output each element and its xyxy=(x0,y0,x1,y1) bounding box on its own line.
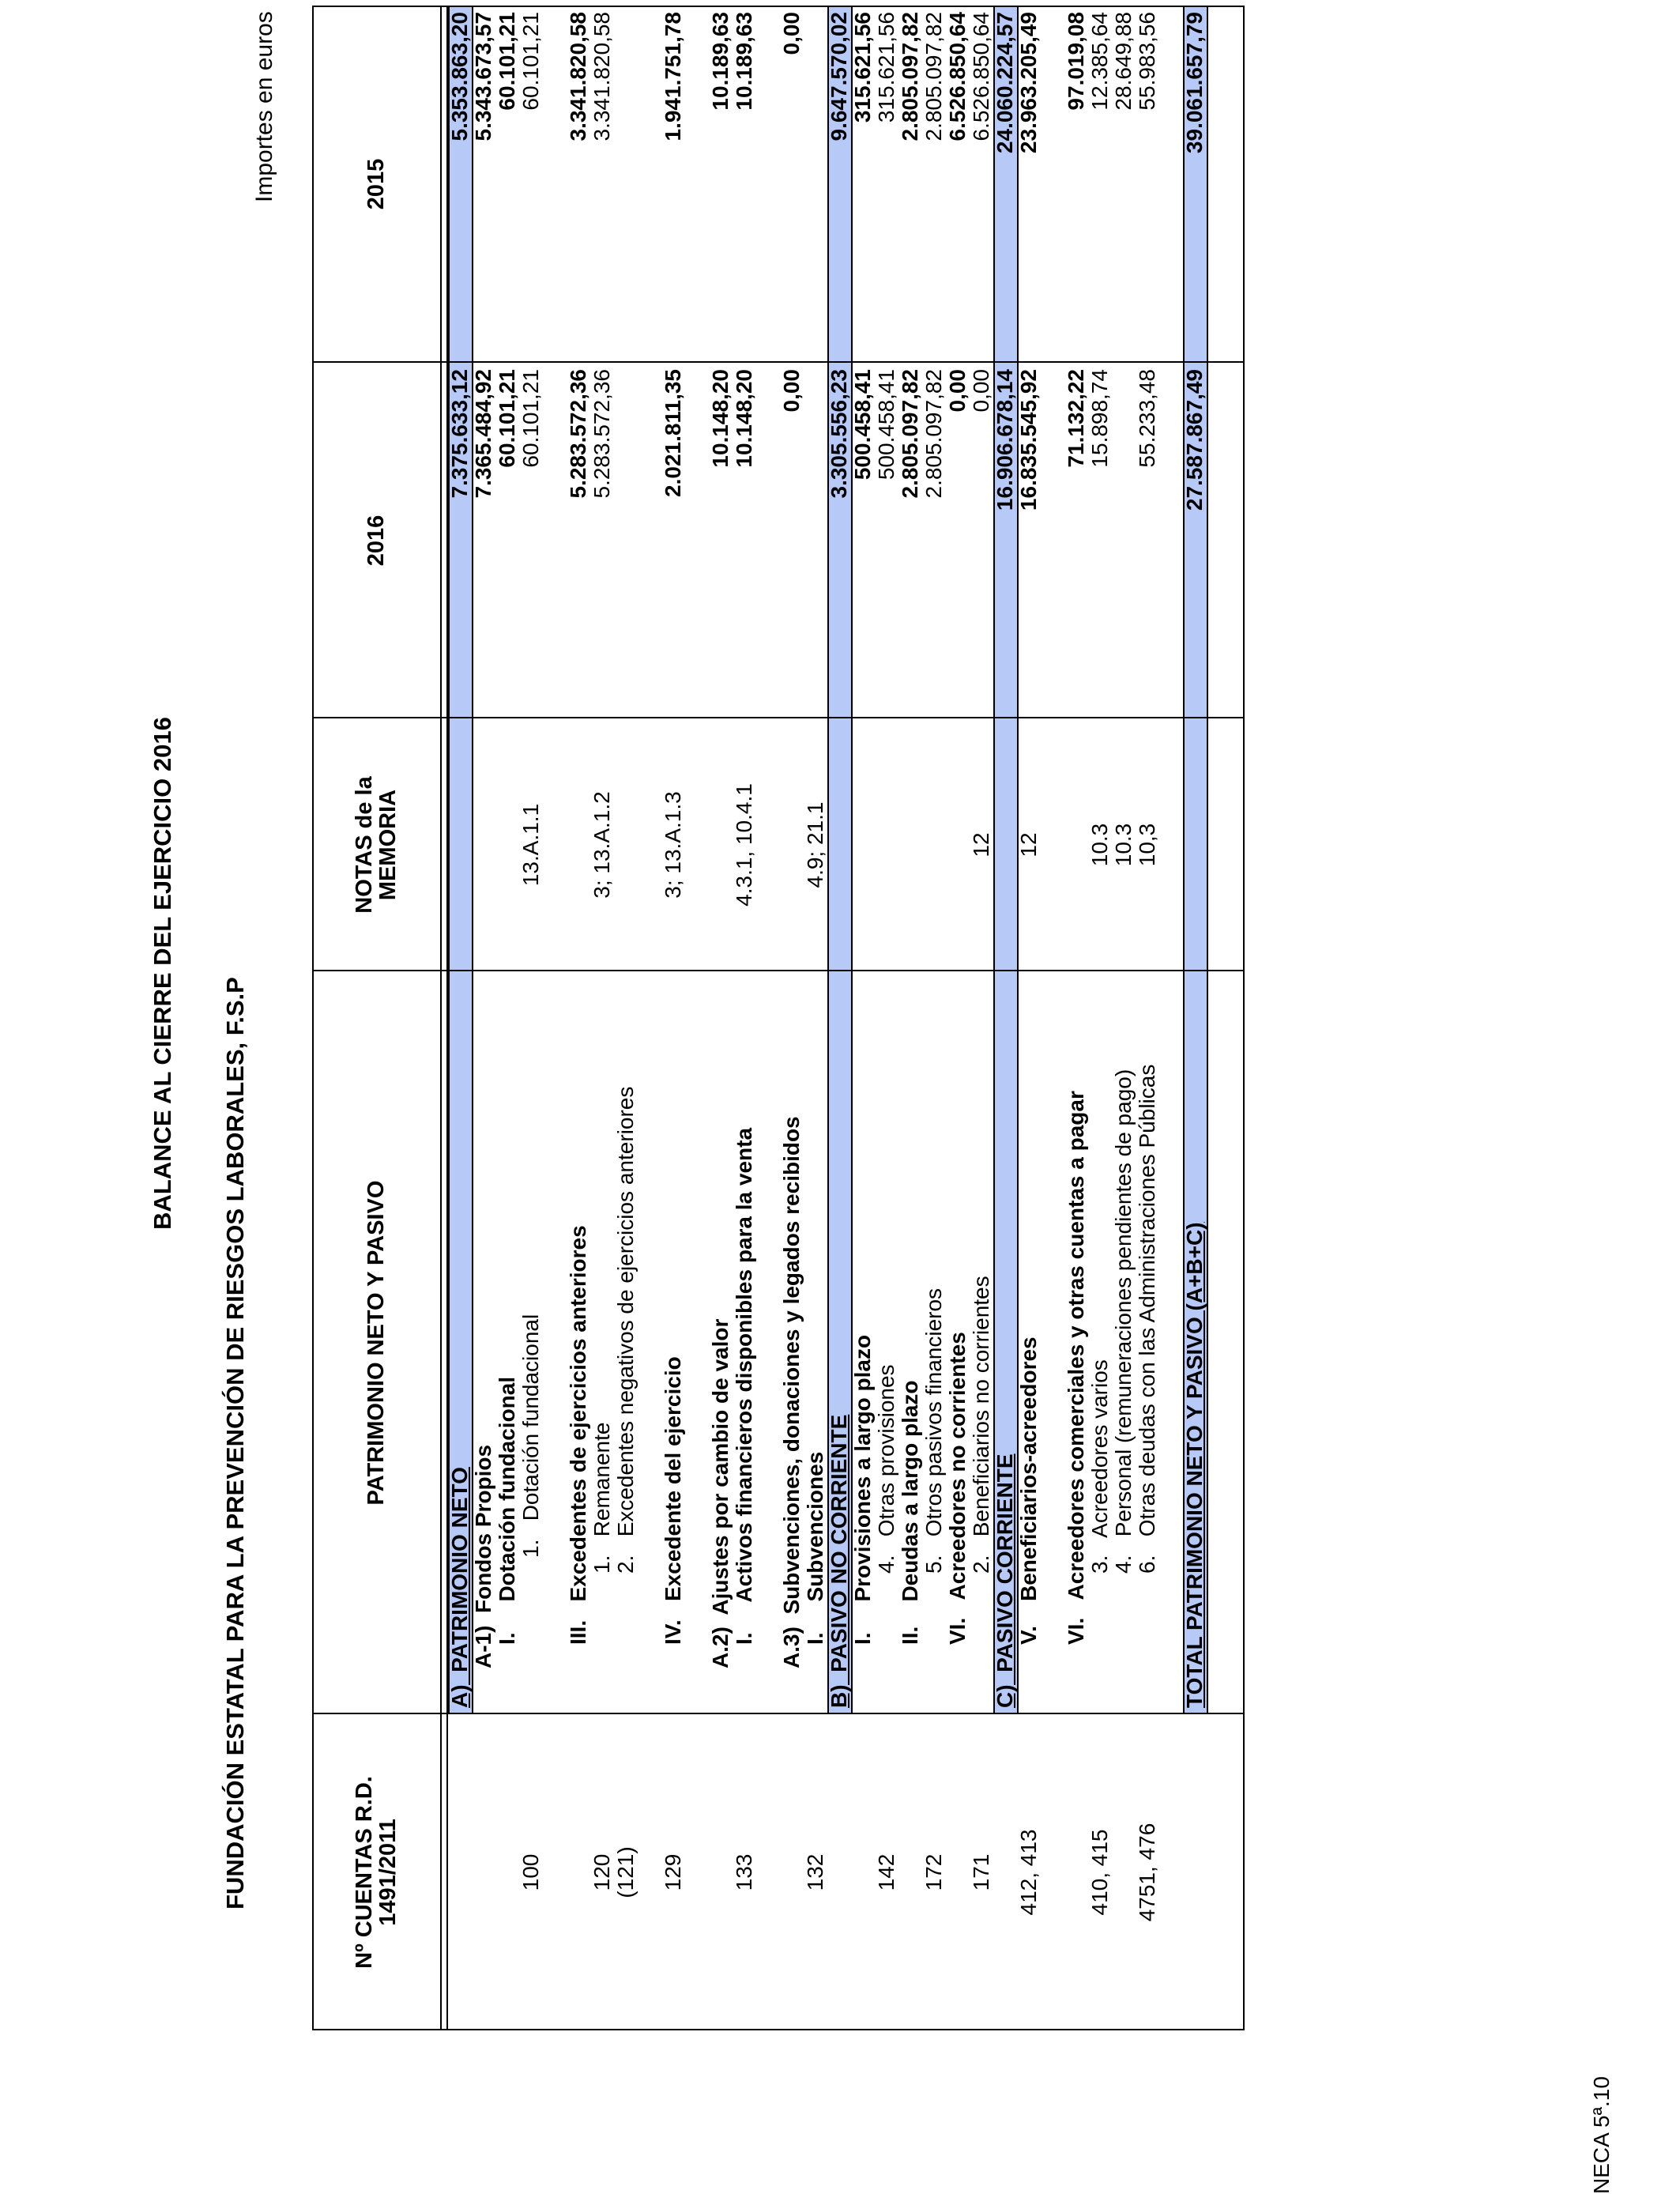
memory-note xyxy=(756,725,780,965)
concept-label: III. Excedentes de ejercicios anteriores xyxy=(566,1225,590,1645)
concept-label: A.3) Subvenciones, donaciones y legados recibidos xyxy=(779,1116,804,1668)
amount-2016: 0,00 xyxy=(945,369,970,413)
memory-note xyxy=(543,725,567,965)
amount-2015: 2.805.097,82 xyxy=(921,12,946,141)
account-code xyxy=(472,1721,495,2024)
amount-2015: 6.526.850,64 xyxy=(945,12,970,141)
memory-note xyxy=(1064,725,1088,965)
memory-note xyxy=(1041,725,1064,965)
amount-2016 xyxy=(756,369,780,712)
amount-2015 xyxy=(543,12,567,356)
amount-2016: 27.587.867,49 xyxy=(1182,369,1207,511)
concept-label: 4. Otras provisiones xyxy=(874,1364,898,1574)
concept-label: 6. Otras deudas con las Administraciones Públicas xyxy=(1135,1064,1159,1574)
concept-label xyxy=(756,978,780,1708)
amount-2015: 60.101,21 xyxy=(495,12,519,111)
account-code xyxy=(543,1721,567,2024)
concept-label: 1. Remanente xyxy=(590,1422,614,1574)
column-rule-4 xyxy=(312,361,1245,363)
amount-2016: 71.132,22 xyxy=(1064,369,1088,468)
concept-label: VI. Acreedores comerciales y otras cuentas a pagar xyxy=(1064,1091,1088,1645)
account-code xyxy=(448,1721,472,2024)
amount-2015 xyxy=(685,12,709,356)
memory-note: 10.3 xyxy=(1111,823,1136,867)
memory-note xyxy=(922,725,946,965)
account-code xyxy=(756,1721,780,2024)
amount-2016: 15.898,74 xyxy=(1087,369,1112,468)
amount-2015: 2.805.097,82 xyxy=(898,12,922,141)
concept-label: V. Beneficiarios-acreedores xyxy=(1016,1336,1041,1645)
amount-2016 xyxy=(638,369,661,712)
account-code xyxy=(780,1721,804,2024)
memory-note: 3; 13.A.1.3 xyxy=(661,791,685,899)
account-code xyxy=(993,1721,1017,2024)
column-rule-2 xyxy=(312,970,1245,971)
side-note: NECA 5ª.10 xyxy=(1589,2076,1614,2194)
amount-2015: 10.189,63 xyxy=(708,12,733,111)
concept-label: 2. Excedentes negativos de ejercicios anteriores xyxy=(613,1086,638,1574)
amount-2016: 2.021.811,35 xyxy=(661,369,685,497)
amount-2015: 10.189,63 xyxy=(732,12,756,111)
amount-2016 xyxy=(804,369,827,712)
account-code: 129 xyxy=(661,1853,685,1891)
concept-label: 2. Beneficiarios no corrientes xyxy=(969,1276,993,1574)
memory-note: 3; 13.A.1.2 xyxy=(590,791,614,899)
concept-label xyxy=(543,978,567,1708)
amount-2015 xyxy=(756,12,780,356)
memory-note xyxy=(685,725,709,965)
amount-2015: 97.019,08 xyxy=(1064,12,1088,111)
amount-2015: 28.649,88 xyxy=(1111,12,1136,111)
amount-2016: 3.305.556,23 xyxy=(827,369,851,499)
header-rule xyxy=(440,6,442,2030)
concept-label: I. Dotación fundacional xyxy=(495,1376,519,1645)
amount-2016: 7.365.484,92 xyxy=(471,369,495,499)
memory-note xyxy=(1159,725,1183,965)
amount-2016: 55.233,48 xyxy=(1135,369,1159,468)
header-2015: 2015 xyxy=(363,158,389,210)
amount-2015 xyxy=(614,12,638,356)
amount-2015: 3.341.820,58 xyxy=(566,12,590,141)
memory-note xyxy=(614,725,638,965)
concept-label: A.2) Ajustes por cambio de valor xyxy=(708,1318,733,1668)
amount-2015: 23.963.205,49 xyxy=(1016,12,1041,154)
account-code: 100 xyxy=(518,1853,543,1891)
entity-name: FUNDACIÓN ESTATAL PARA LA PREVENCIÓN DE RIESGOS LABORALES, F.S.P xyxy=(221,977,249,1909)
concept-label xyxy=(685,978,709,1708)
concept-label: IV. Excedente del ejercicio xyxy=(661,1356,685,1645)
amount-2016 xyxy=(685,369,709,712)
concept-label: I. Subvenciones xyxy=(803,1451,827,1645)
amount-2015: 0,00 xyxy=(779,12,804,55)
memory-note xyxy=(898,725,922,965)
account-code xyxy=(567,1721,590,2024)
amount-2016: 5.283.572,36 xyxy=(590,369,614,499)
amount-2015: 315.621,56 xyxy=(850,12,875,123)
concept-label: A-1) Fondos Propios xyxy=(471,1444,495,1668)
amount-2016: 10.148,20 xyxy=(708,369,733,468)
memory-note xyxy=(993,725,1017,965)
memory-note xyxy=(780,725,804,965)
amount-2016: 0,00 xyxy=(779,369,804,413)
account-code xyxy=(946,1721,970,2024)
memory-note: 12 xyxy=(1016,832,1041,858)
report-title: BALANCE AL CIERRE DEL EJERCICIO 2016 xyxy=(149,717,176,1230)
memory-note xyxy=(946,725,970,965)
concept-label xyxy=(1159,978,1183,1708)
memory-note xyxy=(472,725,495,965)
amount-2015: 24.060.224,57 xyxy=(993,12,1017,154)
account-code: 133 xyxy=(732,1853,756,1891)
amount-2015: 12.385,64 xyxy=(1087,12,1112,111)
account-code: 4751, 476 xyxy=(1135,1823,1159,1922)
amount-2015: 5.353.863,20 xyxy=(447,12,472,141)
account-code: 172 xyxy=(921,1853,946,1891)
balance-table xyxy=(312,6,1245,2030)
concept-label: 4. Personal (remuneraciones pendientes de pago) xyxy=(1111,1069,1136,1574)
memory-note: 4.9; 21.1 xyxy=(803,801,827,888)
memory-note: 10,3 xyxy=(1135,823,1159,867)
concept-label xyxy=(638,978,661,1708)
amount-2015 xyxy=(804,12,827,356)
amount-2016: 500.458,41 xyxy=(874,369,898,481)
amount-2016: 2.805.097,82 xyxy=(898,369,922,499)
amount-2015: 55.983,56 xyxy=(1135,12,1159,111)
memory-note xyxy=(709,725,733,965)
account-code: 120 xyxy=(590,1853,614,1891)
memory-note xyxy=(827,725,851,965)
memory-note: 13.A.1.1 xyxy=(518,803,543,887)
amount-2016: 2.805.097,82 xyxy=(921,369,946,499)
amount-2015 xyxy=(1159,12,1183,356)
amount-2016 xyxy=(543,369,567,712)
concept-label: I. Provisiones a largo plazo xyxy=(850,1334,875,1645)
memory-note: 4.3.1, 10.4.1 xyxy=(732,783,756,907)
amount-2016: 7.375.633,12 xyxy=(447,369,472,499)
amount-2016: 16.906.678,14 xyxy=(993,369,1017,511)
header-concepto: PATRIMONIO NETO Y PASIVO xyxy=(363,1180,389,1506)
table-border-bottom xyxy=(1243,6,1245,2030)
amount-2016 xyxy=(1112,369,1136,712)
band-rule xyxy=(1207,6,1208,1714)
account-code xyxy=(1159,1721,1183,2024)
concept-label: VI. Acreedores no corrientes xyxy=(945,1332,970,1645)
amount-2015: 60.101,21 xyxy=(518,12,543,111)
concept-label: B) PASIVO NO CORRIENTE xyxy=(827,1414,851,1708)
units-label: Importes en euros xyxy=(251,11,277,202)
account-code xyxy=(898,1721,922,2024)
concept-label: I. Activos financieros disponibles para la venta xyxy=(732,1127,756,1645)
account-code xyxy=(1041,1721,1064,2024)
column-rule-0 xyxy=(312,2029,1245,2030)
amount-2016: 16.835.545,92 xyxy=(1016,369,1041,511)
account-code xyxy=(685,1721,709,2024)
header-2016: 2016 xyxy=(363,515,389,567)
account-code: 142 xyxy=(874,1853,898,1891)
amount-2015: 5.343.673,57 xyxy=(471,12,495,141)
account-code: (121) xyxy=(613,1846,638,1898)
amount-2016 xyxy=(1041,369,1064,712)
concept-label xyxy=(1041,978,1064,1708)
amount-2016: 500.458,41 xyxy=(850,369,875,481)
concept-label: 5. Otros pasivos financieros xyxy=(921,1287,946,1574)
memory-note xyxy=(448,725,472,965)
amount-2016: 0,00 xyxy=(969,369,993,413)
concept-label: 1. Dotación fundacional xyxy=(518,1314,543,1558)
memory-note: 12 xyxy=(969,832,993,858)
memory-note xyxy=(567,725,590,965)
account-code: 171 xyxy=(969,1853,993,1891)
concept-label: C) PASIVO CORRIENTE xyxy=(993,1453,1017,1708)
header-cuentas: Nº CUENTAS R.D. 1491/2011 xyxy=(351,1776,401,1969)
amount-2015: 6.526.850,64 xyxy=(969,12,993,141)
account-code xyxy=(827,1721,851,2024)
amount-2015: 3.341.820,58 xyxy=(590,12,614,141)
memory-note xyxy=(495,725,519,965)
account-code: 132 xyxy=(803,1853,827,1891)
concept-label: 3. Acreedores varios xyxy=(1087,1359,1112,1574)
amount-2016 xyxy=(614,369,638,712)
concept-label: A) PATRIMONIO NETO xyxy=(447,1467,472,1708)
amount-2015 xyxy=(638,12,661,356)
amount-2016: 60.101,21 xyxy=(518,369,543,468)
account-code xyxy=(495,1721,519,2024)
memory-note xyxy=(638,725,661,965)
memory-note xyxy=(1183,725,1207,965)
amount-2016 xyxy=(1159,369,1183,712)
column-rule-5 xyxy=(312,6,1245,7)
account-code: 410, 415 xyxy=(1087,1829,1112,1916)
account-code xyxy=(1064,1721,1088,2024)
memory-note: 10.3 xyxy=(1087,823,1112,867)
amount-2016: 60.101,21 xyxy=(495,369,519,468)
account-code xyxy=(1112,1721,1136,2024)
concept-label: TOTAL PATRIMONIO NETO Y PASIVO (A+B+C) xyxy=(1182,1222,1207,1708)
memory-note xyxy=(851,725,875,965)
amount-2015: 39.061.657,79 xyxy=(1182,12,1207,154)
account-code: 412, 413 xyxy=(1016,1829,1041,1916)
amount-2015 xyxy=(1041,12,1064,356)
header-notas: NOTAS de la MEMORIA xyxy=(351,776,401,914)
account-code xyxy=(638,1721,661,2024)
column-rule-1 xyxy=(312,1713,1245,1714)
column-rule-3 xyxy=(312,717,1245,718)
amount-2016: 5.283.572,36 xyxy=(566,369,590,499)
amount-2015: 9.647.570,02 xyxy=(827,12,851,141)
memory-note xyxy=(875,725,898,965)
amount-2015: 1.941.751,78 xyxy=(661,12,685,141)
account-code xyxy=(1183,1721,1207,2024)
account-code xyxy=(709,1721,733,2024)
amount-2015: 315.621,56 xyxy=(874,12,898,123)
amount-2016: 10.148,20 xyxy=(732,369,756,468)
account-code xyxy=(851,1721,875,2024)
concept-label: II. Deudas a largo plazo xyxy=(898,1380,922,1645)
